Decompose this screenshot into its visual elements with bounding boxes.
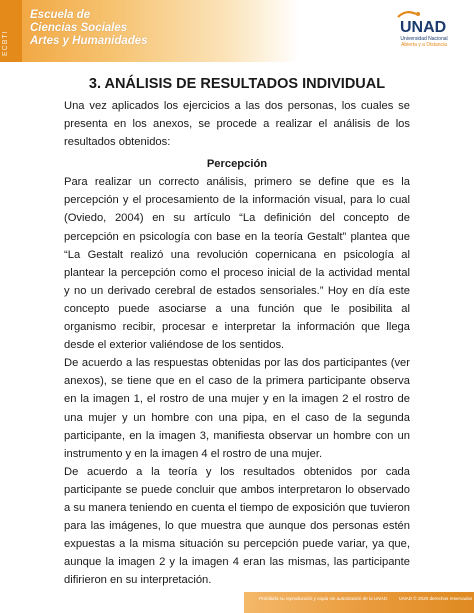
logo-subtitle-2: Abierta y a Distancia — [401, 42, 447, 48]
unad-logo — [392, 8, 456, 62]
logo-name: UNAD — [400, 19, 447, 34]
school-name-line3: Artes y Humanidades — [30, 35, 148, 47]
paragraph-results: De acuerdo a las respuestas obtenidas por las dos participantes (ver anexos), se tiene que en el caso de la primera participante observa en la imagen 1, el rostro de una mujer y en la imagen 2 el rostro de una mujer y un hombre con una pipa, en el caso de la segunda participante, en la imagen 3, manifiesta observar un hombre con un instrumento y en la imagen 4 el rostro de una mujer. — [64, 357, 410, 460]
footer-notice: Prohibida su reproducción y copia sin autorización de la UNAD. — [259, 596, 389, 601]
paragraph-perception: Para realizar un correcto análisis, primero se define que es la percepción y el procesamiento de la información visual, para lo cual (Oviedo, 2004) en su artículo “La definición del concepto de percepción en psicología con base en la teoría Gestalt” plantea que “La Gestalt realizó una revolución copernicana en psicología al plantear la percepción como el proceso inicial de la actividad mental y no un derivado cerebral de estados sensoriales.” Hoy en día este concepto puede asociarse a una función que le posibilita al organismo recibir, procesar e interpretar la información que llega desde el exterior valiéndose de los sentidos. — [64, 176, 410, 352]
school-banner — [0, 0, 300, 62]
logo-subtitle-1: Universidad Nacional — [400, 36, 448, 42]
document-body — [64, 72, 410, 589]
school-name-line2: Ciencias Sociales — [30, 22, 128, 34]
intro-paragraph: Una vez aplicados los ejercicios a las dos personas, los cuales se presenta en los anexos, se procede a realizar el análisis de los resultados obtenidos: — [64, 100, 410, 149]
page-header — [0, 0, 474, 66]
page-footer — [244, 592, 474, 613]
banner-stripe — [0, 0, 22, 62]
footer-rights: UNAD © 2020 derechos reservados — [399, 596, 473, 601]
section-heading: Percepción — [206, 158, 268, 171]
school-name-line1: Escuela de — [30, 9, 91, 21]
school-name — [30, 9, 148, 48]
unad-logo-icon — [392, 8, 456, 34]
paragraph-conclusion: De acuerdo a la teoría y los resultados obtenidos por cada participante se puede concluir que ambos interpretaron lo observado a su manera teniendo en cuenta el tiempo de exposición que tuvieron para las imágenes, lo que muestra que aunque dos personas estén expuestas a la misma situación su percepción puede variar, ya que, aunque la imagen 2 y la imagen 4 eran las mismas, las participante difirieron en su interpretación. — [64, 465, 410, 587]
logo-caption — [392, 36, 456, 48]
banner-stripe-text: ECBTI — [2, 30, 9, 56]
page-title: 3. ANÁLISIS DE RESULTADOS INDIVIDUAL — [88, 76, 386, 92]
